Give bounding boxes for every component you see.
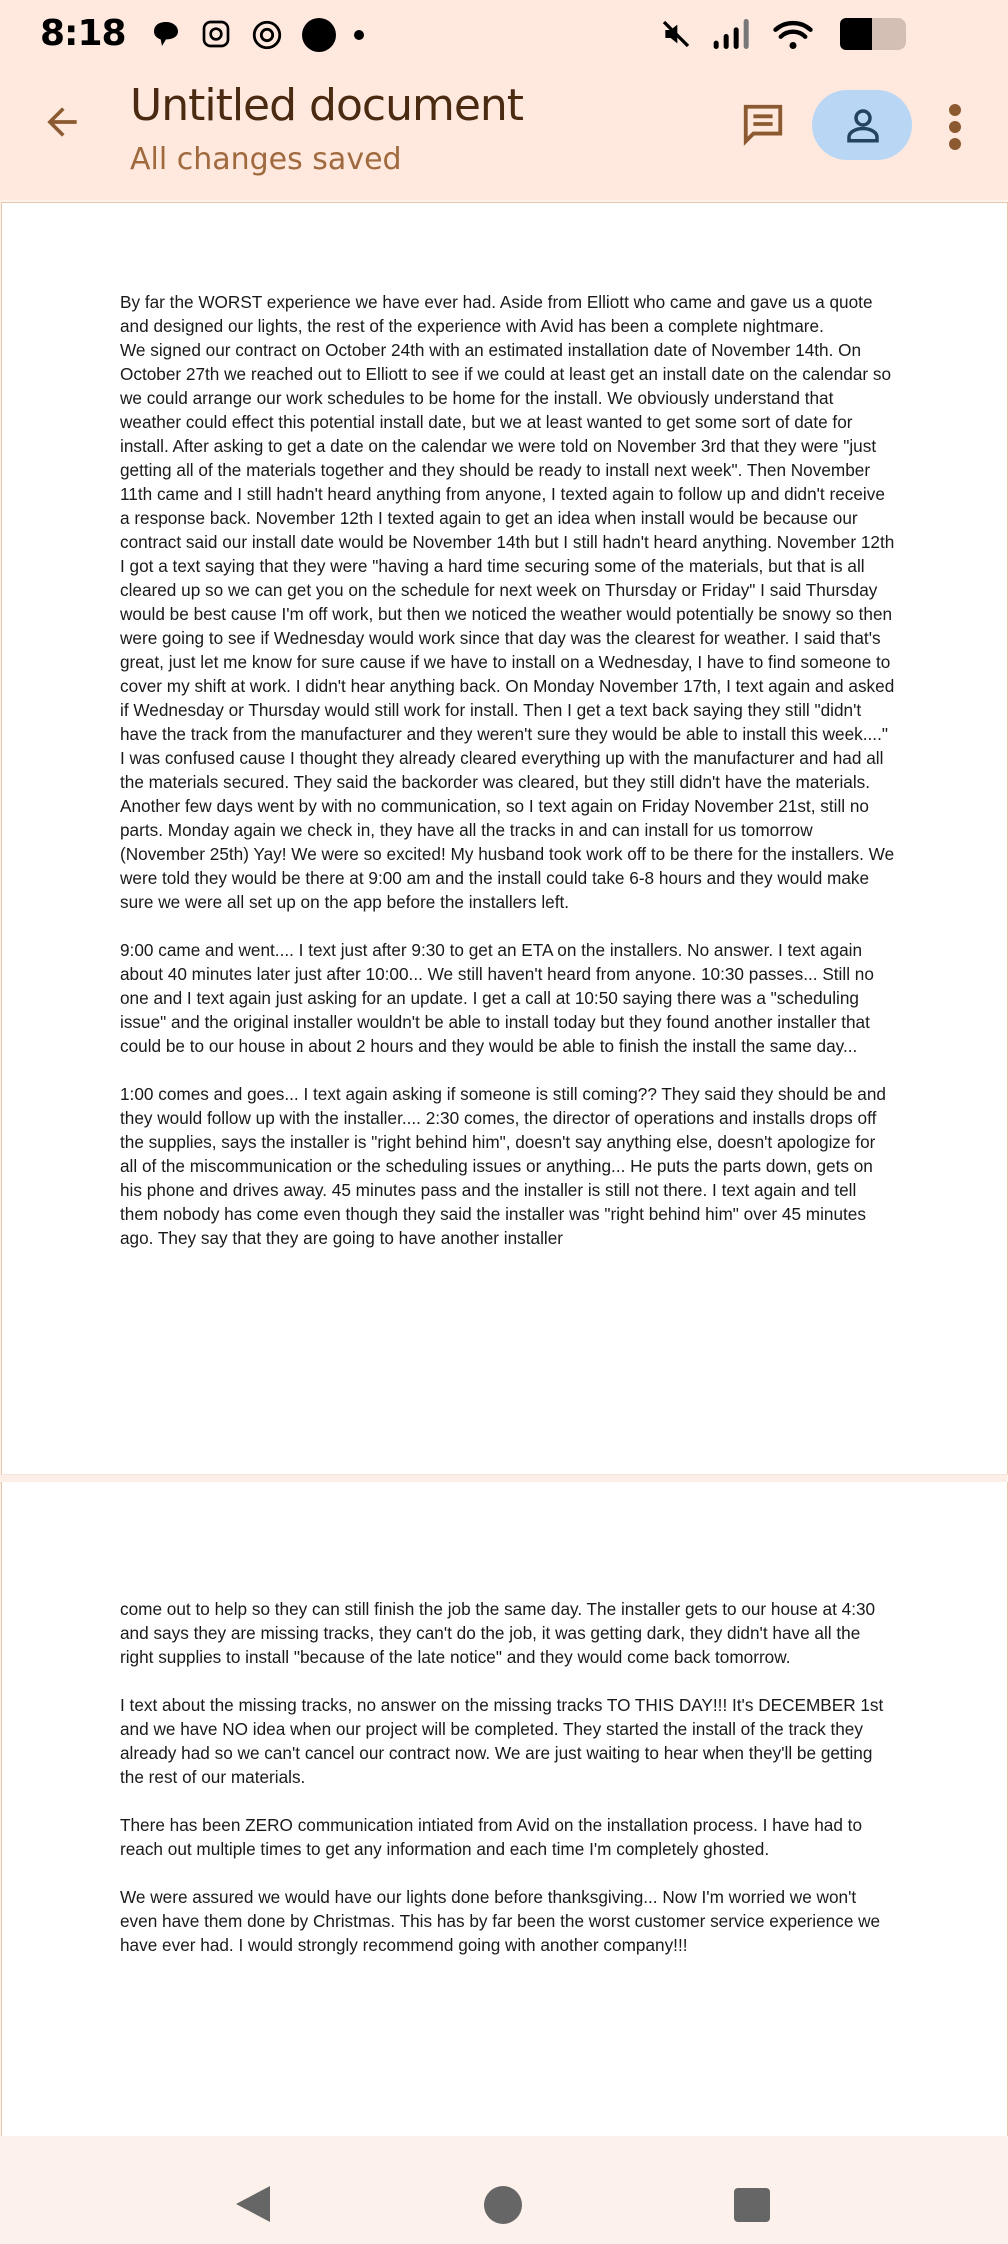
- account-avatar[interactable]: [812, 90, 912, 160]
- document-page-2[interactable]: [1, 1482, 1008, 2137]
- dot-icon: [354, 30, 364, 40]
- comment-icon[interactable]: [740, 100, 786, 148]
- document-title[interactable]: Untitled document: [130, 80, 524, 131]
- instagram-icon: [200, 18, 232, 50]
- mute-icon: [660, 18, 692, 50]
- document-page-1[interactable]: [1, 202, 1008, 1475]
- chat-bubble-icon: [150, 18, 182, 50]
- more-vert-icon[interactable]: [948, 104, 962, 150]
- threads-icon: [250, 18, 284, 52]
- back-arrow-icon[interactable]: [40, 100, 84, 144]
- system-nav-bar: [0, 2136, 1008, 2244]
- notification-dot-icon: [302, 18, 336, 52]
- app-bar: [0, 0, 1008, 200]
- page-1-text[interactable]: [120, 290, 896, 1274]
- nav-back-icon[interactable]: [236, 2186, 270, 2222]
- wifi-icon: [772, 14, 814, 56]
- paragraph: 1:00 comes and goes... I text again asking if someone is still coming?? They said they should be and they would follow up with the installer.... 2:30 comes, the director of operations and installs drops off the supplies, says the installer is "right behind him", doesn't say anything else, doesn't apologize for all of the miscommunication or the scheduling issues or anything... He puts the parts down, gets on his phone and drives away. 45 minutes pass and the installer is still not there. I text again and tell them nobody has come even though they said the installer was "right behind him" over 45 minutes ago. They say that they are going to have another installer: [120, 1084, 886, 1248]
- paragraph: We signed our contract on October 24th with an estimated installation date of November 14th. On October 27th we reached out to Elliott to see if we could at least get an install date on the calendar so we could arrange our work schedules to be home for the install. We obviously understand that weather could effect this potential install date, but we at least wanted to get some sort of date for install. After asking to get a date on the calendar we were told on November 3rd that they were "just getting all of the materials together and they should be ready to install next week". Then November 11th came and I still hadn't heard anything from anyone, I texted again to follow up and didn't receive a response back. November 12th I texted again to get an idea when install would be because our contract said our install date would be November 14th but I still hadn't heard anything. November 12th I got a text saying that they were "having a hard time securing some of the materials, but that is all cleared up so we can get you on the schedule for next week on Thursday or Friday" I said Thursday would be best cause I'm off work, but then we noticed the weather would potentially be snowy so then were going to see if Wednesday would work since that day was the clearest for weather. I said that's great, just let me know for sure cause if we have to install on a Wednesday, I have to find someone to cover my shift at work. I didn't hear anything back. On Monday November 17th, I text again and asked if Wednesday or Thursday would still work for install. Then I get a text back saying they still "didn't have the track from the manufacturer and they weren't sure they would be able to install this week...." I was confused cause I thought they already cleared everything up with the manufacturer and had all the materials secured. They said the backorder was cleared, but they still didn't have the materials. Another few days went by with no communication, so I text again on Friday November 21st, still no parts. Monday again we check in, they have all the tracks in and can install for us tomorrow (November 25th) Yay! We were so excited! My husband took work off to be there for the installers. We were told they would be there at 9:00 am and the install could take 6-8 hours and they would make sure we were all set up on the app before the installers left.: [120, 340, 895, 912]
- save-status: All changes saved: [130, 142, 402, 177]
- page-2-text[interactable]: [120, 1597, 896, 1981]
- paragraph: By far the WORST experience we have ever had. Aside from Elliott who came and gave us a quote and designed our lights, the rest of the experience with Avid has been a complete nightmare.: [120, 292, 873, 336]
- signal-icon: [712, 16, 752, 52]
- battery-icon: [840, 18, 906, 50]
- account-icon: [842, 104, 884, 146]
- nav-recents-icon[interactable]: [734, 2188, 770, 2222]
- paragraph: There has been ZERO communication intiated from Avid on the installation process. I have had to reach out multiple times to get any information and each time I'm completely ghosted.: [120, 1815, 863, 1859]
- status-bar: [0, 0, 1008, 70]
- paragraph: We were assured we would have our lights done before thanksgiving... Now I'm worried we won't even have them done by Christmas. This has by far been the worst customer service experience we have ever had. I would strongly recommend going with another company!!!: [120, 1887, 881, 1955]
- paragraph: come out to help so they can still finish the job the same day. The installer gets to our house at 4:30 and says they are missing tracks, they can't do the job, it was getting dark, they didn't have all the right supplies to install "because of the late notice" and they would come back tomorrow.: [120, 1599, 876, 1667]
- status-time: 8:18: [40, 13, 126, 54]
- nav-home-icon[interactable]: [484, 2186, 522, 2224]
- paragraph: I text about the missing tracks, no answer on the missing tracks TO THIS DAY!!! It's DECEMBER 1st and we have NO idea when our project will be completed. They started the install of the track they already had so we can't cancel our contract now. We are just waiting to hear when they'll be getting the rest of our materials.: [120, 1695, 884, 1787]
- paragraph: 9:00 came and went.... I text just after 9:30 to get an ETA on the installers. No answer. I text again about 40 minutes later just after 10:00... We still haven't heard from anyone. 10:30 passes... Still no one and I text again just asking for an update. I get a call at 10:50 saying there was a "scheduling issue" and the original installer wouldn't be able to install today but they found another installer that could be to our house in about 2 hours and they would be able to finish the install the same day...: [120, 940, 874, 1056]
